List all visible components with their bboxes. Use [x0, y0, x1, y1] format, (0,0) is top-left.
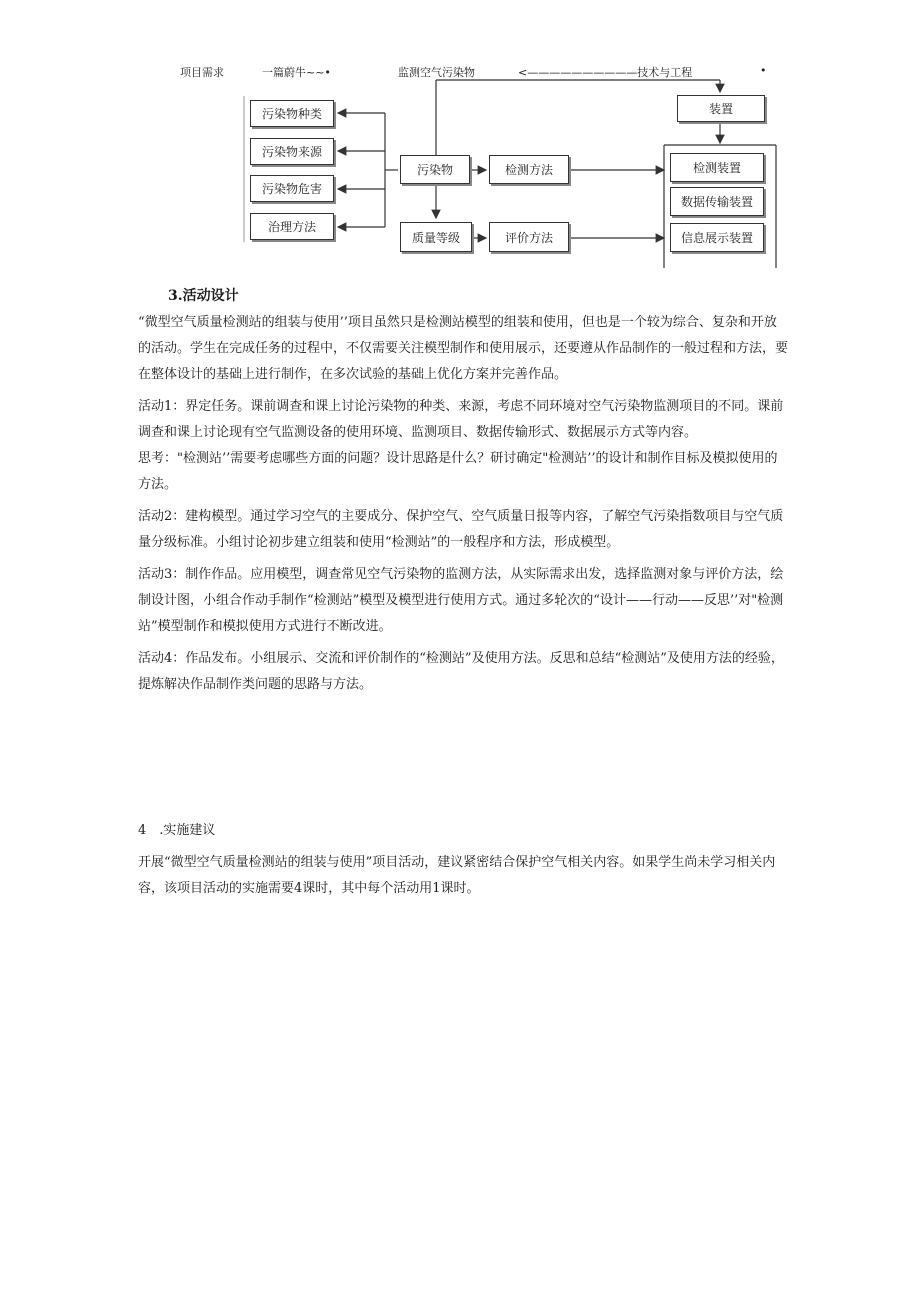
section3-body [138, 310, 788, 698]
label-dash-left: 一篇蔚牛~~• [262, 66, 331, 79]
box-treatment: 治理方法 [250, 213, 334, 240]
box-info-display-device: 信息展示装置 [670, 223, 764, 252]
section4-heading: 4 .实施建议 [138, 823, 216, 838]
box-eval-method: 评价方法 [489, 222, 569, 252]
activity2-paragraph: 活动2：建构模型。通过学习空气的主要成分、保护空气、空气质量日报等内容，了解空气污染指数项目与空气质量分级标准。小组讨论初步建立组装和使用“检测站”的一般程序和方法，形成模型。 [138, 509, 784, 550]
label-project-need: 项目需求 [180, 66, 224, 79]
box-detect-device: 检测装置 [670, 153, 764, 182]
box-detect-method: 检测方法 [489, 155, 569, 184]
think-paragraph: 思考："检测站’’需要考虑哪些方面的问题？设计思路是什么？研讨确定"检测站’’的设计和制作目标及模拟使用的方法。 [138, 451, 778, 492]
intro-paragraph: “微型空气质量检测站的组装与使用’’项目虽然只是检测站模型的组装和使用，但也是一个较为综合、复杂和开放的活动。学生在完成任务的过程中，不仅需要关注模型制作和使用展示，还要遵从作品制作的一般过程和方法，要在整体设计的基础上进行制作，在多次试验的基础上优化方案并完善作品。 [138, 315, 789, 382]
box-pollutant-source: 污染物来源 [250, 138, 334, 165]
box-pollutant-harm: 污染物危害 [250, 175, 334, 202]
section3-heading: 3.活动设计 [168, 288, 239, 304]
section4-body [138, 818, 788, 902]
box-data-transfer-device: 数据传输装置 [670, 187, 764, 216]
activity1-paragraph: 活动1：界定任务。课前调查和课上讨论污染物的种类、来源，考虑不同环境对空气污染物监测项目的不同。课前调查和课上讨论现有空气监测设备的使用环境、监测项目、数据传输形式、数据展示方式等内容。 [138, 399, 784, 440]
activity3-paragraph: 活动3：制作作品。应用模型，调查常见空气污染物的监测方法，从实际需求出发，选择监测对象与评价方法，绘制设计图，小组合作动手制作“检测站”模型及模型进行使用方式。通过多轮次的“设计——行动——反思’’对"检测站”模型制作和模拟使用方式进行不断改进。 [138, 567, 784, 634]
box-pollutant-type: 污染物种类 [250, 100, 334, 127]
label-dot: • [760, 64, 767, 77]
label-tech-engineering: <——————————技术与工程 [518, 66, 693, 79]
box-pollutant: 污染物 [400, 155, 470, 184]
concept-diagram [0, 0, 920, 280]
label-monitor: 监测空气污染物 [398, 66, 475, 79]
activity4-paragraph: 活动4：作品发布。小组展示、交流和评价制作的“检测站”及使用方法。反思和总结“检测站”及使用方法的经验，提炼解决作品制作类问题的思路与方法。 [138, 651, 784, 692]
box-device: 装置 [677, 95, 765, 122]
box-quality-level: 质量等级 [400, 222, 472, 252]
section4-paragraph: 开展“微型空气质量检测站的组装与使用”项目活动，建议紧密结合保护空气相关内容。如果学生尚未学习相关内容，该项目活动的实施需要4课时，其中每个活动用1课时。 [138, 855, 776, 896]
